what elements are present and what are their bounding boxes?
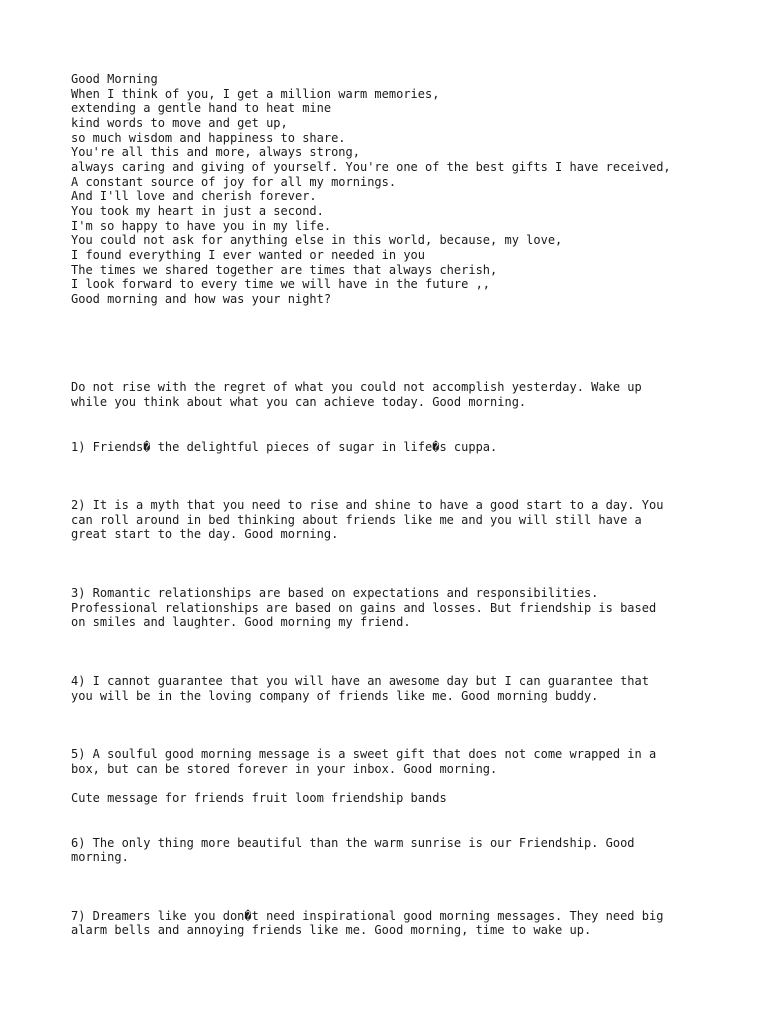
poem-line: always caring and giving of yourself. You're one of the best gifts I have received, — [71, 160, 671, 174]
poem-line: I look forward to every time we will have in the future ,, — [71, 277, 491, 291]
poem-line: extending a gentle hand to heat mine — [71, 101, 332, 115]
message-item-4: you will be in the loving company of friends like me. Good morning buddy. — [71, 689, 599, 703]
message-item-4: 4) I cannot guarantee that you will have an awesome day but I can guarantee that — [71, 674, 649, 688]
message-item-3: Professional relationships are based on gains and losses. But friendship is based — [71, 601, 657, 615]
poem-line: When I think of you, I get a million warm memories, — [71, 87, 440, 101]
poem-line: I found everything I ever wanted or needed in you — [71, 248, 426, 262]
poem-line: A constant source of joy for all my mornings. — [71, 175, 397, 189]
poem-line: The times we shared together are times that always cherish, — [71, 263, 498, 277]
message-item-7: alarm bells and annoying friends like me. Good morning, time to wake up. — [71, 923, 592, 937]
message-item-3: on smiles and laughter. Good morning my friend. — [71, 615, 411, 629]
intro-paragraph-line: while you think about what you can achieve today. Good morning. — [71, 395, 527, 409]
message-item-5: 5) A soulful good morning message is a sweet gift that does not come wrapped in a — [71, 747, 657, 761]
message-item-3: 3) Romantic relationships are based on expectations and responsibilities. — [71, 586, 599, 600]
poem-line: Good morning and how was your night? — [71, 292, 332, 306]
message-item-2: can roll around in bed thinking about friends like me and you will still have a — [71, 513, 642, 527]
poem-line: You're all this and more, always strong, — [71, 145, 360, 159]
message-item-2: great start to the day. Good morning. — [71, 527, 339, 541]
poem-line: so much wisdom and happiness to share. — [71, 131, 346, 145]
poem-title: Good Morning — [71, 72, 158, 86]
message-item-7: 7) Dreamers like you don�t need inspirational good morning messages. They need big — [71, 909, 664, 923]
message-item-6: morning. — [71, 850, 129, 864]
caption-line: Cute message for friends fruit loom friendship bands — [71, 791, 447, 805]
message-item-1: 1) Friends� the delightful pieces of sugar in life�s cuppa. — [71, 440, 498, 454]
intro-paragraph-line: Do not rise with the regret of what you could not accomplish yesterday. Wake up — [71, 380, 642, 394]
poem-line: You could not ask for anything else in this world, because, my love, — [71, 233, 563, 247]
message-item-5: box, but can be stored forever in your inbox. Good morning. — [71, 762, 498, 776]
message-item-2: 2) It is a myth that you need to rise and shine to have a good start to a day. You — [71, 498, 664, 512]
poem-line: kind words to move and get up, — [71, 116, 288, 130]
poem-line: You took my heart in just a second. — [71, 204, 324, 218]
message-item-6: 6) The only thing more beautiful than the warm sunrise is our Friendship. Good — [71, 836, 635, 850]
poem-line: I'm so happy to have you in my life. — [71, 219, 332, 233]
poem-line: And I'll love and cherish forever. — [71, 189, 317, 203]
